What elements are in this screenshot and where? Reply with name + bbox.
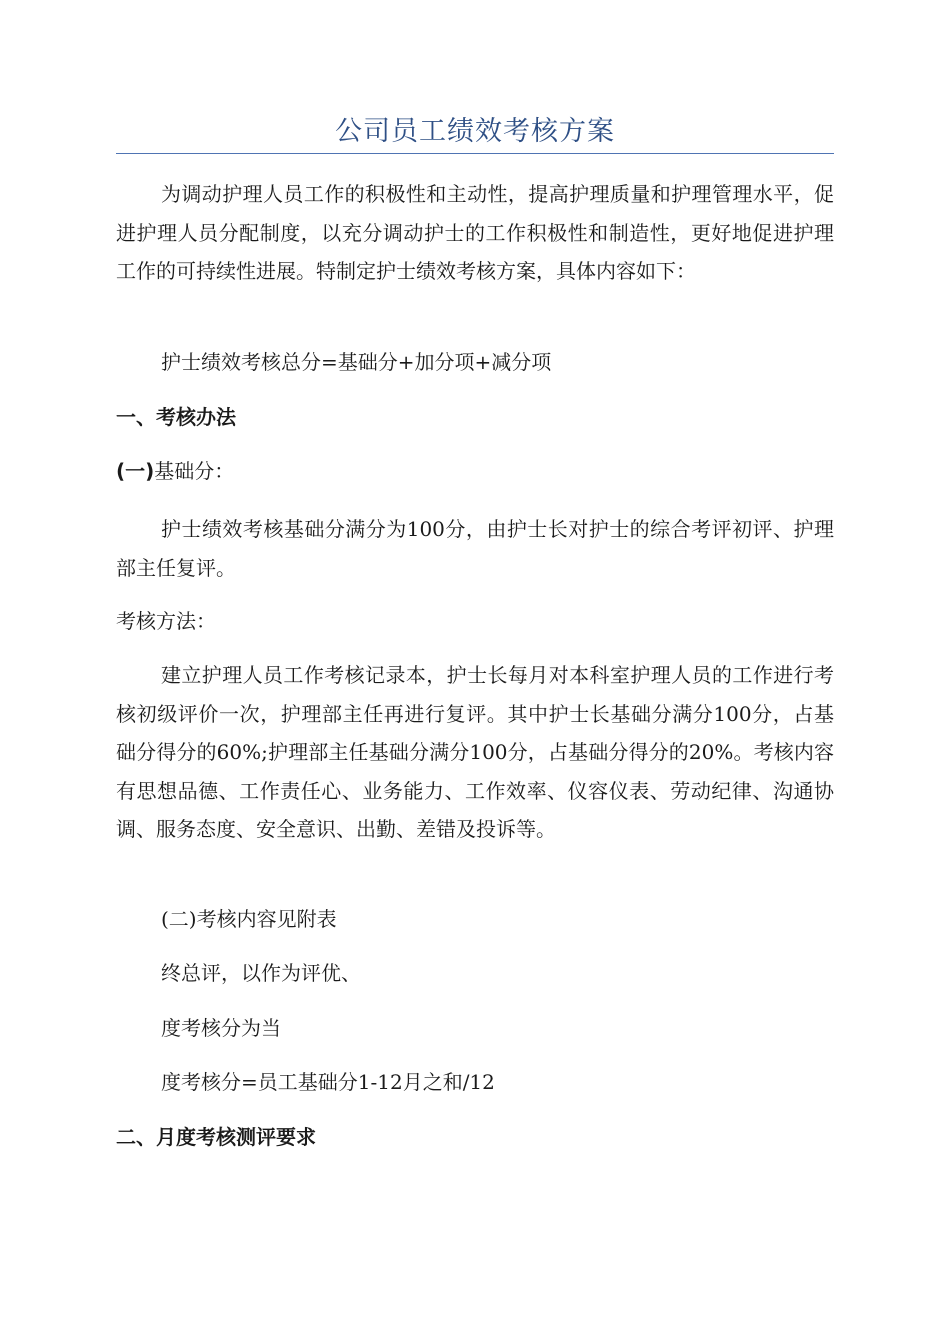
intro-paragraph: 为调动护理人员工作的积极性和主动性，提高护理质量和护理管理水平，促进护理人员分配制度，以充分调动护士的工作积极性和制造性，更好地促进护理工作的可持续性进展。特制定护士绩效考核方案，具体内容如下：: [116, 182, 834, 283]
subsection-number: (一): [116, 459, 155, 483]
subsection-content-appendix: (二)考核内容见附表: [161, 907, 337, 931]
basic-score-paragraph: 护士绩效考核基础分满分为100分，由护士长对护士的综合考评初评、护理部主任复评。: [116, 517, 834, 580]
method-label: 考核方法：: [116, 609, 216, 633]
method-paragraph: 建立护理人员工作考核记录本，护士长每月对本科室护理人员的工作进行考核初级评价一次，护理部主任再进行复评。其中护士长基础分满分100分，占基础分得分的60%;护理部主任基础分满分100分，占基础分得分的20%。考核内容有思想品德、工作责任心、业务能力、工作效率、仪容仪表、劳动纪律、沟通协调、服务态度、安全意识、出勤、差错及投诉等。: [116, 663, 834, 841]
final-evaluation-line: 终总评，以作为评优、: [161, 961, 361, 985]
section-heading-assessment-method: 一、考核办法: [116, 405, 236, 429]
annual-score-formula: 度考核分=员工基础分1-12月之和/12: [161, 1070, 495, 1094]
annual-score-line: 度考核分为当: [161, 1016, 281, 1040]
title-underline: [116, 153, 834, 154]
subsection-label: 基础分：: [154, 459, 235, 483]
page-title: 公司员工绩效考核方案: [335, 116, 615, 147]
subsection-basic-score: [116, 452, 234, 490]
score-formula: 护士绩效考核总分=基础分+加分项+减分项: [161, 350, 552, 374]
section-heading-monthly-requirements: 二、月度考核测评要求: [116, 1125, 316, 1149]
